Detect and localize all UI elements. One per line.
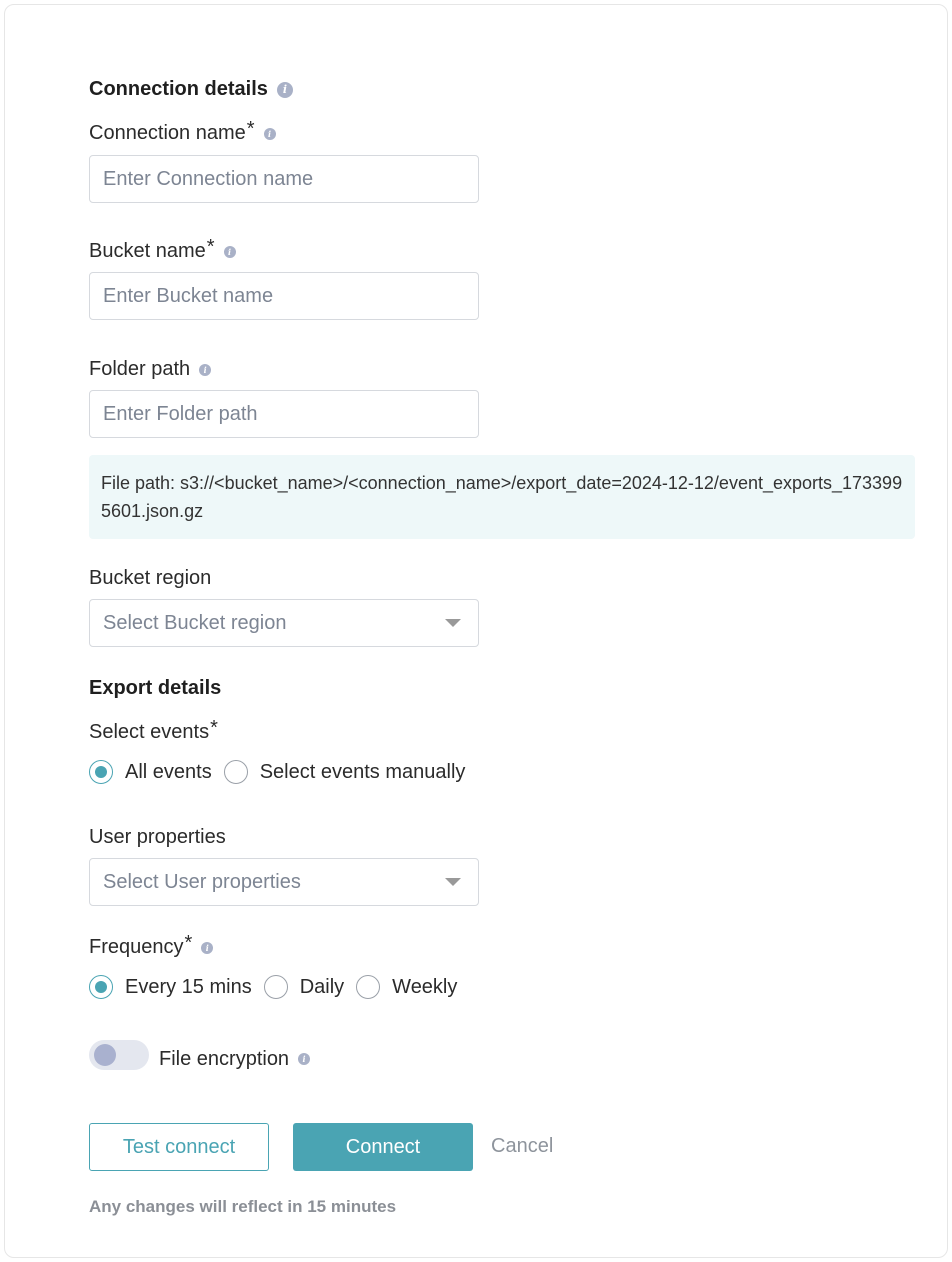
info-icon[interactable]: i [277, 82, 293, 98]
chevron-down-icon [445, 878, 461, 886]
radio-all-events[interactable]: All events [89, 760, 212, 784]
select-events-label: Select events * [89, 717, 218, 743]
file-encryption-toggle[interactable] [89, 1040, 149, 1070]
info-icon[interactable]: i [201, 942, 213, 954]
radio-select-events-manually[interactable]: Select events manually [224, 760, 466, 784]
cancel-button[interactable]: Cancel [491, 1135, 554, 1157]
radio-button[interactable] [356, 975, 380, 999]
bucket-name-input[interactable] [89, 272, 479, 320]
connection-name-input[interactable] [89, 155, 479, 203]
radio-button[interactable] [264, 975, 288, 999]
folder-path-label: Folder path i [89, 358, 211, 381]
connection-details-heading: Connection details i [89, 78, 293, 101]
file-encryption-row [89, 1040, 310, 1070]
bucket-name-label: Bucket name * i [89, 240, 236, 263]
radio-button[interactable] [224, 760, 248, 784]
toggle-knob [94, 1044, 116, 1066]
radio-weekly[interactable]: Weekly [356, 975, 457, 999]
radio-button[interactable] [89, 975, 113, 999]
changes-note: Any changes will reflect in 15 minutes [89, 1197, 397, 1216]
file-encryption-label: File encryption i [159, 1048, 310, 1071]
radio-every-15-mins[interactable]: Every 15 mins [89, 975, 252, 999]
user-properties-select[interactable]: Select User properties [89, 858, 479, 906]
export-details-heading: Export details [89, 677, 222, 699]
info-icon[interactable]: i [264, 128, 276, 140]
bucket-region-label: Bucket region [89, 567, 212, 589]
connect-button[interactable]: Connect [293, 1123, 473, 1171]
info-icon[interactable]: i [199, 364, 211, 376]
connection-name-label: Connection name * i [89, 122, 276, 145]
test-connect-button[interactable]: Test connect [89, 1123, 269, 1171]
frequency-label: Frequency * i [89, 936, 213, 959]
radio-button[interactable] [89, 760, 113, 784]
info-icon[interactable]: i [224, 246, 236, 258]
info-icon[interactable]: i [298, 1053, 310, 1065]
chevron-down-icon [445, 619, 461, 627]
folder-path-input[interactable] [89, 390, 479, 438]
file-path-preview: File path: s3://<bucket_name>/<connection_name>/export_date=2024-12-12/event_exports_1733995601.json.gz [89, 455, 915, 539]
bucket-region-select[interactable]: Select Bucket region [89, 599, 479, 647]
frequency-radio-group [89, 975, 469, 999]
user-properties-label: User properties [89, 826, 226, 848]
select-events-radio-group [89, 760, 477, 784]
radio-daily[interactable]: Daily [264, 975, 344, 999]
